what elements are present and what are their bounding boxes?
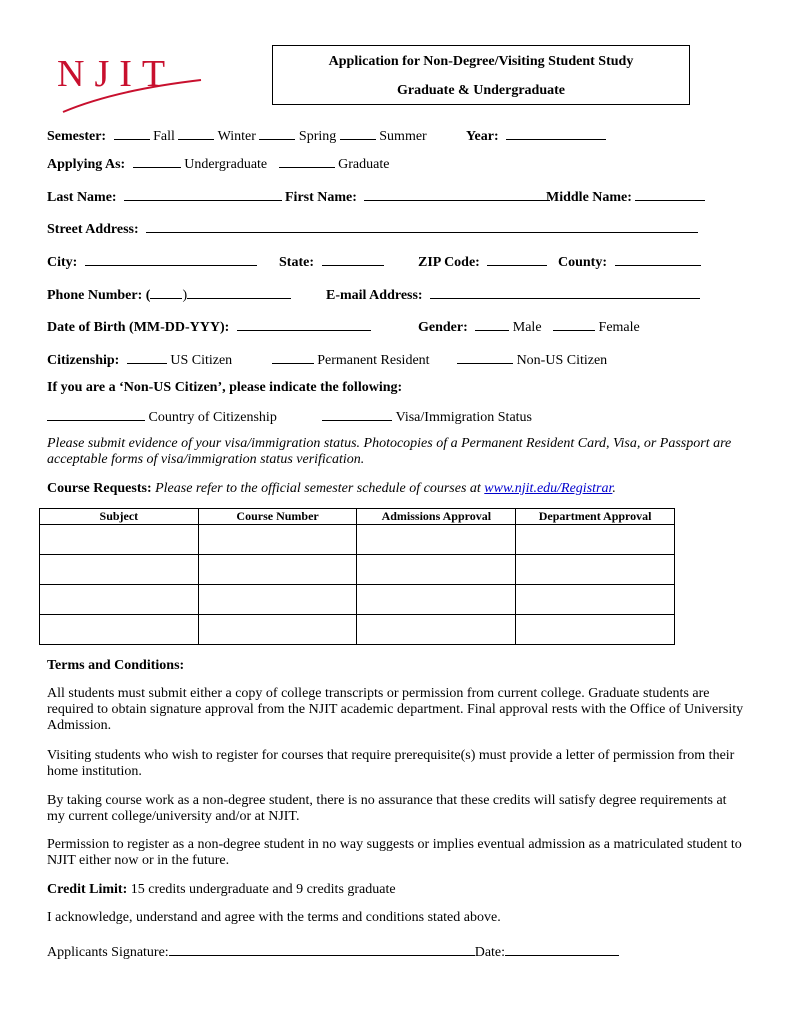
njit-logo xyxy=(55,50,205,120)
state-field xyxy=(279,253,384,271)
middle-name-blank[interactable] xyxy=(635,188,705,201)
logo-text: NJIT xyxy=(57,53,176,95)
course-requests-text: Please refer to the official semester schedule of courses at xyxy=(155,481,481,496)
semester-row xyxy=(47,127,427,145)
undergraduate-option: Undergraduate xyxy=(184,157,268,172)
last-name-label: Last Name: xyxy=(47,190,117,205)
citizenship-row xyxy=(47,351,607,369)
citizenship-label: Citizenship: xyxy=(47,353,120,368)
visa-note: Please submit evidence of your visa/immigration status. Photocopies of a Permanent Resident Card, Visa, or Passport are acceptable forms of visa/immigration status verification. xyxy=(47,436,732,467)
njit-logo-graphic xyxy=(55,50,205,120)
street-field xyxy=(47,220,698,238)
phone-label: Phone Number: ( xyxy=(47,288,151,303)
table-row xyxy=(40,585,675,615)
credit-limit-text: 15 credits undergraduate and 9 credits graduate xyxy=(130,882,396,897)
middle-name-field xyxy=(546,188,705,206)
course-number-cell[interactable] xyxy=(198,585,357,615)
non-us-fields xyxy=(47,408,532,426)
phone-blank[interactable] xyxy=(187,286,291,299)
winter-option: Winter xyxy=(217,129,256,144)
subject-cell[interactable] xyxy=(40,555,199,585)
street-blank[interactable] xyxy=(146,220,698,233)
credit-limit xyxy=(47,882,396,898)
undergraduate-blank[interactable] xyxy=(133,155,181,168)
department-approval-cell[interactable] xyxy=(516,615,675,645)
first-name-blank[interactable] xyxy=(364,188,550,201)
country-blank[interactable] xyxy=(47,408,145,421)
non-us-citizen-option: Non-US Citizen xyxy=(516,353,608,368)
state-label: State: xyxy=(279,255,314,270)
winter-blank[interactable] xyxy=(178,127,214,140)
course-number-cell[interactable] xyxy=(198,615,357,645)
subject-header: Subject xyxy=(40,509,199,525)
acknowledge-text: I acknowledge, understand and agree with the terms and conditions stated above. xyxy=(47,910,501,925)
applying-as-row xyxy=(47,155,389,173)
course-table-header xyxy=(40,509,675,525)
table-row xyxy=(40,555,675,585)
summer-option: Summer xyxy=(379,129,427,144)
year-blank[interactable] xyxy=(506,127,606,140)
subject-cell[interactable] xyxy=(40,585,199,615)
email-field xyxy=(326,286,700,304)
admissions-approval-header: Admissions Approval xyxy=(357,509,516,525)
signature-blank[interactable] xyxy=(169,943,475,956)
phone-paren: ) xyxy=(182,288,188,303)
email-label: E-mail Address: xyxy=(326,288,423,303)
zip-label: ZIP Code: xyxy=(418,255,480,270)
visa-label: Visa/Immigration Status xyxy=(395,410,533,425)
course-table xyxy=(39,508,675,645)
signature-label: Applicants Signature: xyxy=(47,945,169,960)
semester-label: Semester: xyxy=(47,129,107,144)
city-blank[interactable] xyxy=(85,253,257,266)
registrar-link[interactable]: www.njit.edu/Registrar xyxy=(484,481,613,496)
graduate-blank[interactable] xyxy=(279,155,335,168)
credit-limit-label: Credit Limit: xyxy=(47,882,128,897)
dob-label: Date of Birth (MM-DD-YYY): xyxy=(47,320,230,335)
non-us-heading: If you are a ‘Non-US Citizen’, please indicate the following: xyxy=(47,380,403,395)
course-number-cell[interactable] xyxy=(198,555,357,585)
female-blank[interactable] xyxy=(553,318,595,331)
terms-paragraph-2: Visiting students who wish to register for courses that require prerequisite(s) must provide a letter of permission from their home institution. xyxy=(47,748,735,779)
admissions-approval-cell[interactable] xyxy=(357,585,516,615)
female-option: Female xyxy=(598,320,640,335)
fall-blank[interactable] xyxy=(114,127,150,140)
admissions-approval-cell[interactable] xyxy=(357,615,516,645)
terms-paragraph-4: Permission to register as a non-degree student in no way suggests or implies eventual admission as a matriculated student to NJIT either now or in the future. xyxy=(47,837,742,868)
visa-blank[interactable] xyxy=(322,408,392,421)
city-field xyxy=(47,253,257,271)
course-requests xyxy=(47,481,616,497)
gender-label: Gender: xyxy=(418,320,468,335)
form-subtitle: Graduate & Undergraduate xyxy=(397,83,565,98)
area-code-blank[interactable] xyxy=(150,286,182,299)
county-label: County: xyxy=(558,255,608,270)
last-name-field xyxy=(47,188,282,206)
male-blank[interactable] xyxy=(475,318,509,331)
course-requests-tail: . xyxy=(612,481,616,496)
table-row xyxy=(40,615,675,645)
course-number-cell[interactable] xyxy=(198,525,357,555)
applying-as-label: Applying As: xyxy=(47,157,126,172)
terms-paragraph-3: By taking course work as a non-degree student, there is no assurance that these credits will satisfy degree requirements at my current college/university and/or at NJIT. xyxy=(47,793,727,824)
terms-paragraph-1: All students must submit either a copy of college transcripts or permission from current college. Graduate students are required to obtain signature approval from the NJIT academic department. Final approval rests with the Office of University Admission. xyxy=(47,686,744,733)
date-blank[interactable] xyxy=(505,943,619,956)
male-option: Male xyxy=(512,320,542,335)
admissions-approval-cell[interactable] xyxy=(357,555,516,585)
permanent-resident-option: Permanent Resident xyxy=(317,353,430,368)
year-field xyxy=(466,127,606,145)
title-box xyxy=(272,45,690,105)
middle-name-label: Middle Name: xyxy=(546,190,632,205)
us-citizen-option: US Citizen xyxy=(170,353,233,368)
first-name-field xyxy=(285,188,550,206)
us-citizen-blank[interactable] xyxy=(127,351,167,364)
county-blank[interactable] xyxy=(615,253,701,266)
gender-field xyxy=(418,318,640,336)
graduate-option: Graduate xyxy=(338,157,390,172)
last-name-blank[interactable] xyxy=(124,188,282,201)
country-label: Country of Citizenship xyxy=(148,410,277,425)
zip-blank[interactable] xyxy=(487,253,547,266)
form-title: Application for Non-Degree/Visiting Student Study xyxy=(328,54,634,69)
date-label: Date: xyxy=(474,945,506,960)
county-field xyxy=(558,253,701,271)
dob-blank[interactable] xyxy=(237,318,371,331)
phone-field xyxy=(47,286,291,304)
permanent-resident-blank[interactable] xyxy=(272,351,314,364)
state-blank[interactable] xyxy=(322,253,384,266)
non-us-citizen-blank[interactable] xyxy=(457,351,513,364)
course-number-header: Course Number xyxy=(198,509,357,525)
terms-heading: Terms and Conditions: xyxy=(47,658,185,673)
dob-field xyxy=(47,318,371,336)
street-label: Street Address: xyxy=(47,222,139,237)
subject-cell[interactable] xyxy=(40,525,199,555)
signature-row xyxy=(47,943,619,961)
department-approval-cell[interactable] xyxy=(516,525,675,555)
year-label: Year: xyxy=(466,129,499,144)
table-row xyxy=(40,525,675,555)
department-approval-cell[interactable] xyxy=(516,555,675,585)
fall-option: Fall xyxy=(153,129,175,144)
department-approval-cell[interactable] xyxy=(516,585,675,615)
department-approval-header: Department Approval xyxy=(516,509,675,525)
first-name-label: First Name: xyxy=(285,190,357,205)
email-blank[interactable] xyxy=(430,286,700,299)
subject-cell[interactable] xyxy=(40,615,199,645)
city-label: City: xyxy=(47,255,78,270)
admissions-approval-cell[interactable] xyxy=(357,525,516,555)
course-requests-label: Course Requests: xyxy=(47,481,152,496)
spring-option: Spring xyxy=(298,129,337,144)
zip-field xyxy=(418,253,547,271)
spring-blank[interactable] xyxy=(259,127,295,140)
summer-blank[interactable] xyxy=(340,127,376,140)
